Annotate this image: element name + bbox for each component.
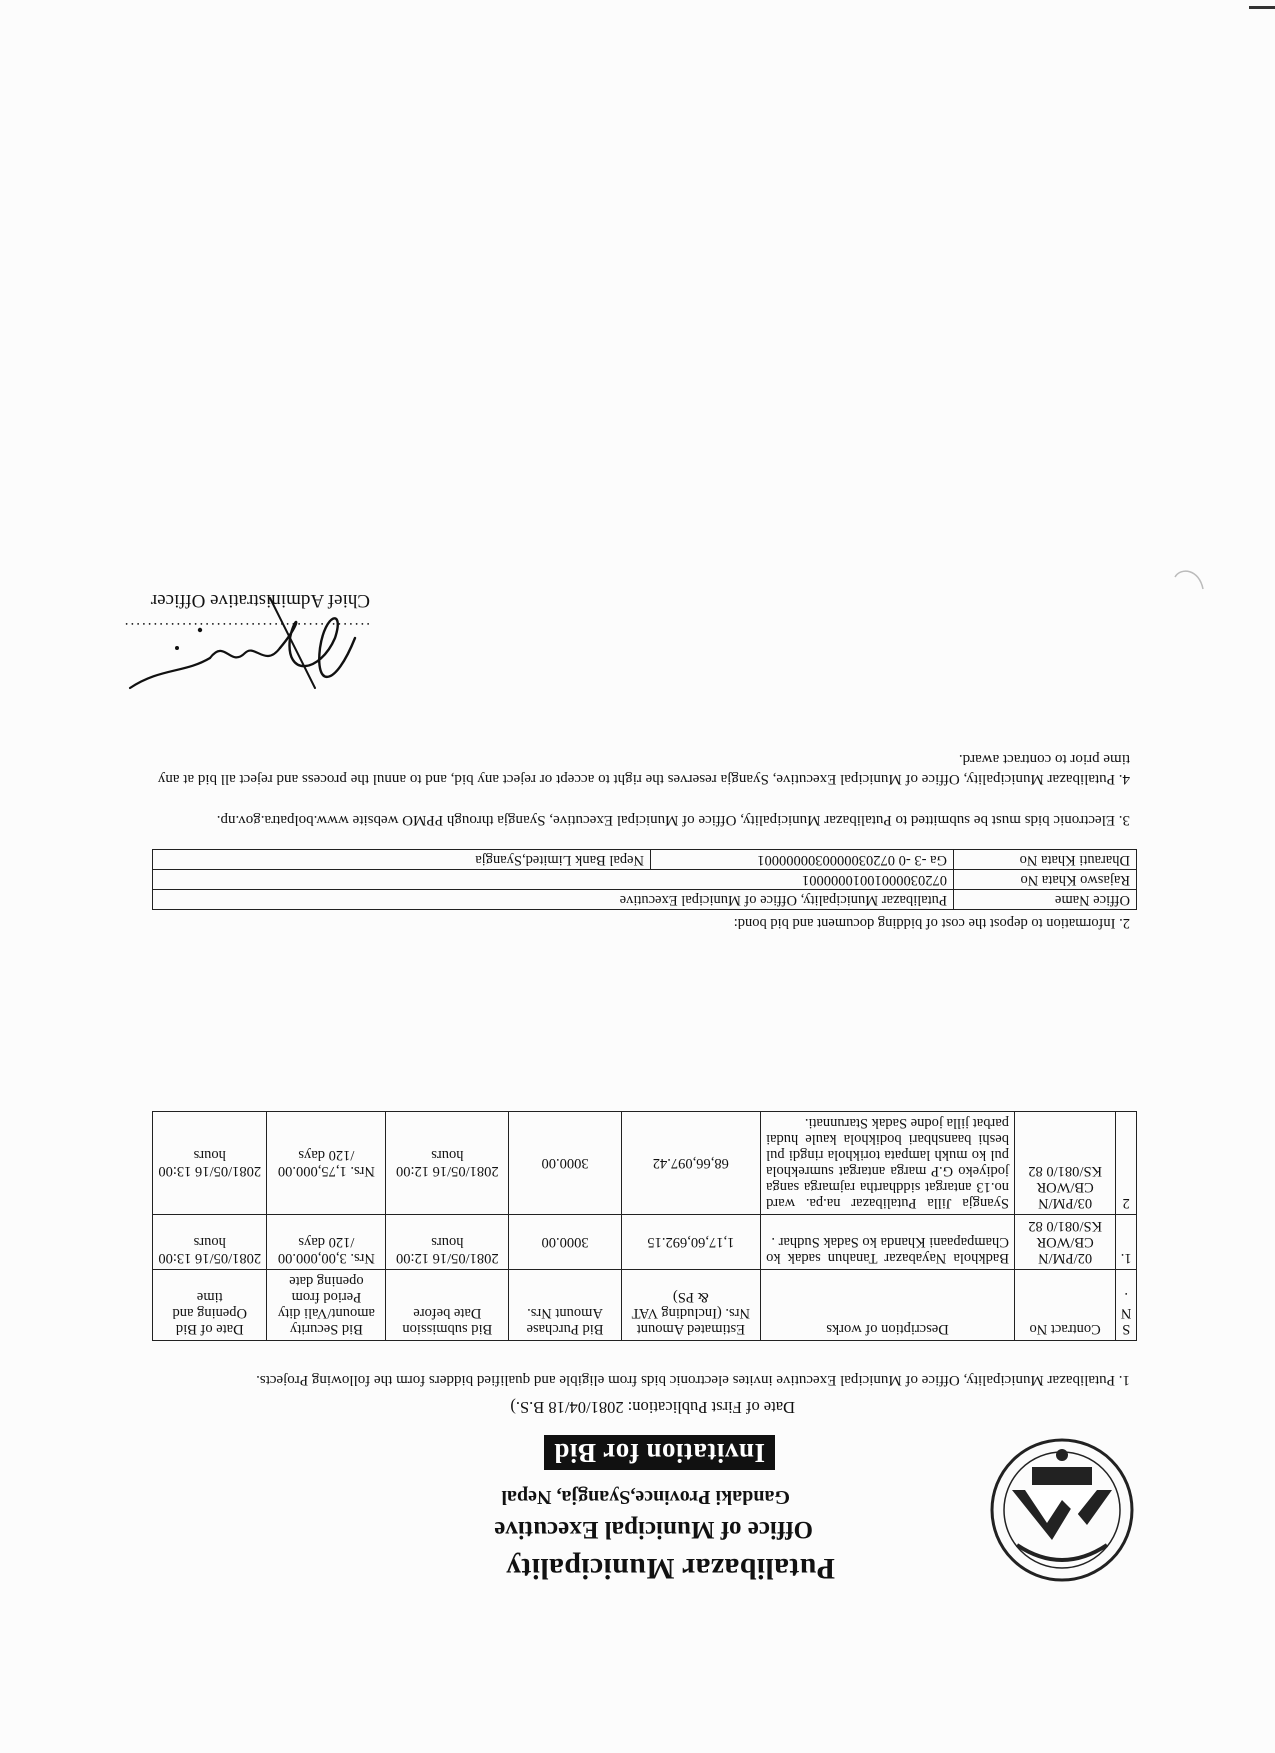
submission-note: 3. Electronic bids must be submitted to Putalibazar Municipality, Office of Municipal Executive, Syangja through PPMO website www.bolpatra.gov.np. (216, 812, 1130, 828)
signatory-title: Chief Administrative Officer (150, 590, 370, 611)
cell-opening: 2081/05/16 13:00 hours (153, 1112, 267, 1215)
municipality-name: Putalibazar Municipality (505, 1552, 835, 1585)
table-row (153, 850, 1137, 870)
header-estimated: Estimated Amount Nrs. (Including VAT & PS) (621, 1270, 760, 1341)
dharauti-khata-label: Dharauti Khata No (954, 850, 1137, 870)
header-description: Description of works (761, 1270, 1015, 1341)
table-row (153, 870, 1137, 890)
intro-paragraph: 1. Putalibazar Municipality, Office of Municipal Executive invites electronic bids from eligible and qualified bidders form the following Projects. (256, 1372, 1130, 1388)
invitation-banner: Invitation for Bid (544, 1435, 775, 1470)
dharauti-khata-value: Ga -3 -0 0720300000300000001 (651, 850, 954, 870)
cell-security: Nrs. 3,00,000.00 /120 days (267, 1215, 386, 1270)
header-submission: Bid submission Date before (386, 1270, 509, 1341)
office-name: Office of Municipal Executive (494, 1516, 813, 1543)
cell-sn: 1. (1116, 1215, 1137, 1270)
cell-description: Badkhola Nayabazar Tanahun sadak ko Champapaani Khanda ko Sadak Sudhar . (761, 1215, 1015, 1270)
office-name-label: Office Name (954, 890, 1137, 910)
cell-security: Nrs. 1,75,000.00 /120 days (267, 1112, 386, 1215)
office-name-value: Putalibazar Municipality, Office of Municipal Executive (153, 890, 954, 910)
cell-estimated: 1,17,60,692.15 (621, 1215, 760, 1270)
cell-contract: 03/PM/N CB/WOR KS/081/0 82 (1014, 1112, 1115, 1215)
table-header-row (153, 1270, 1137, 1341)
cell-estimated: 68,66,097.42 (621, 1112, 760, 1215)
cell-submission: 2081/05/16 12:00 hours (386, 1112, 509, 1215)
bank-name: Nepal Bank Limited,Syangja (153, 850, 651, 870)
municipality-emblem-icon (987, 1435, 1137, 1585)
table-row (153, 1112, 1137, 1215)
publication-date: Date of First Publication: 2081/04/18 B.S.) (510, 1398, 795, 1417)
cell-contract: 02/PM/N CB/WOR KS/081/0 82 (1014, 1215, 1115, 1270)
table-row (153, 1215, 1137, 1270)
rajaswo-khata-value: 07203000010010000001 (153, 870, 954, 890)
rights-note: 4. Putalibazar Municipality, Office of Municipal Executive, Syangja reserves the right to accept or reject any bid, and to annul the process and reject all bid at any time prior to contract award. (157, 751, 1130, 787)
header-sn: S N . (1116, 1270, 1137, 1341)
works-table (152, 1111, 1137, 1341)
header-purchase: Bid Purchase Amount Nrs. (509, 1270, 621, 1341)
cell-submission: 2081/05/16 12:00 hours (386, 1215, 509, 1270)
rajaswo-khata-label: Rajaswo Khata No (954, 870, 1137, 890)
cell-opening: 2081/05/16 13:00 hours (153, 1215, 267, 1270)
scan-edge-mark (1249, 6, 1275, 9)
province-address: Gandaki Province,Syangja, Nepal (501, 1486, 790, 1508)
header-security: Bid Security amount/Vali dity Period from opening date (267, 1270, 386, 1341)
table-row (153, 890, 1137, 910)
cell-purchase: 3000.00 (509, 1215, 621, 1270)
cell-description: Syangja Jilla Putalibazar na.pa. ward no.13 antargat siddhartha rajmarga sanga jodiyeko G.P marga antargat sumrekhola pul ko mukh lampata torikhola ringdi pul beshi baanshbari bodikhola kaule hudai parbat jilla jodne Sadak Starunnati. (761, 1112, 1015, 1215)
deposit-table (152, 849, 1137, 910)
header-opening: Date of Bid Opening and time (153, 1270, 267, 1341)
cell-purchase: 3000.00 (509, 1112, 621, 1215)
punch-hole-mark (1173, 563, 1207, 597)
cell-sn: 2 (1116, 1112, 1137, 1215)
signature-line: ........................................... (122, 619, 370, 635)
header-contract: Contract No (1014, 1270, 1115, 1341)
deposit-section-title: 2. Information to depost the cost of bidding document and bid bond: (733, 915, 1130, 931)
